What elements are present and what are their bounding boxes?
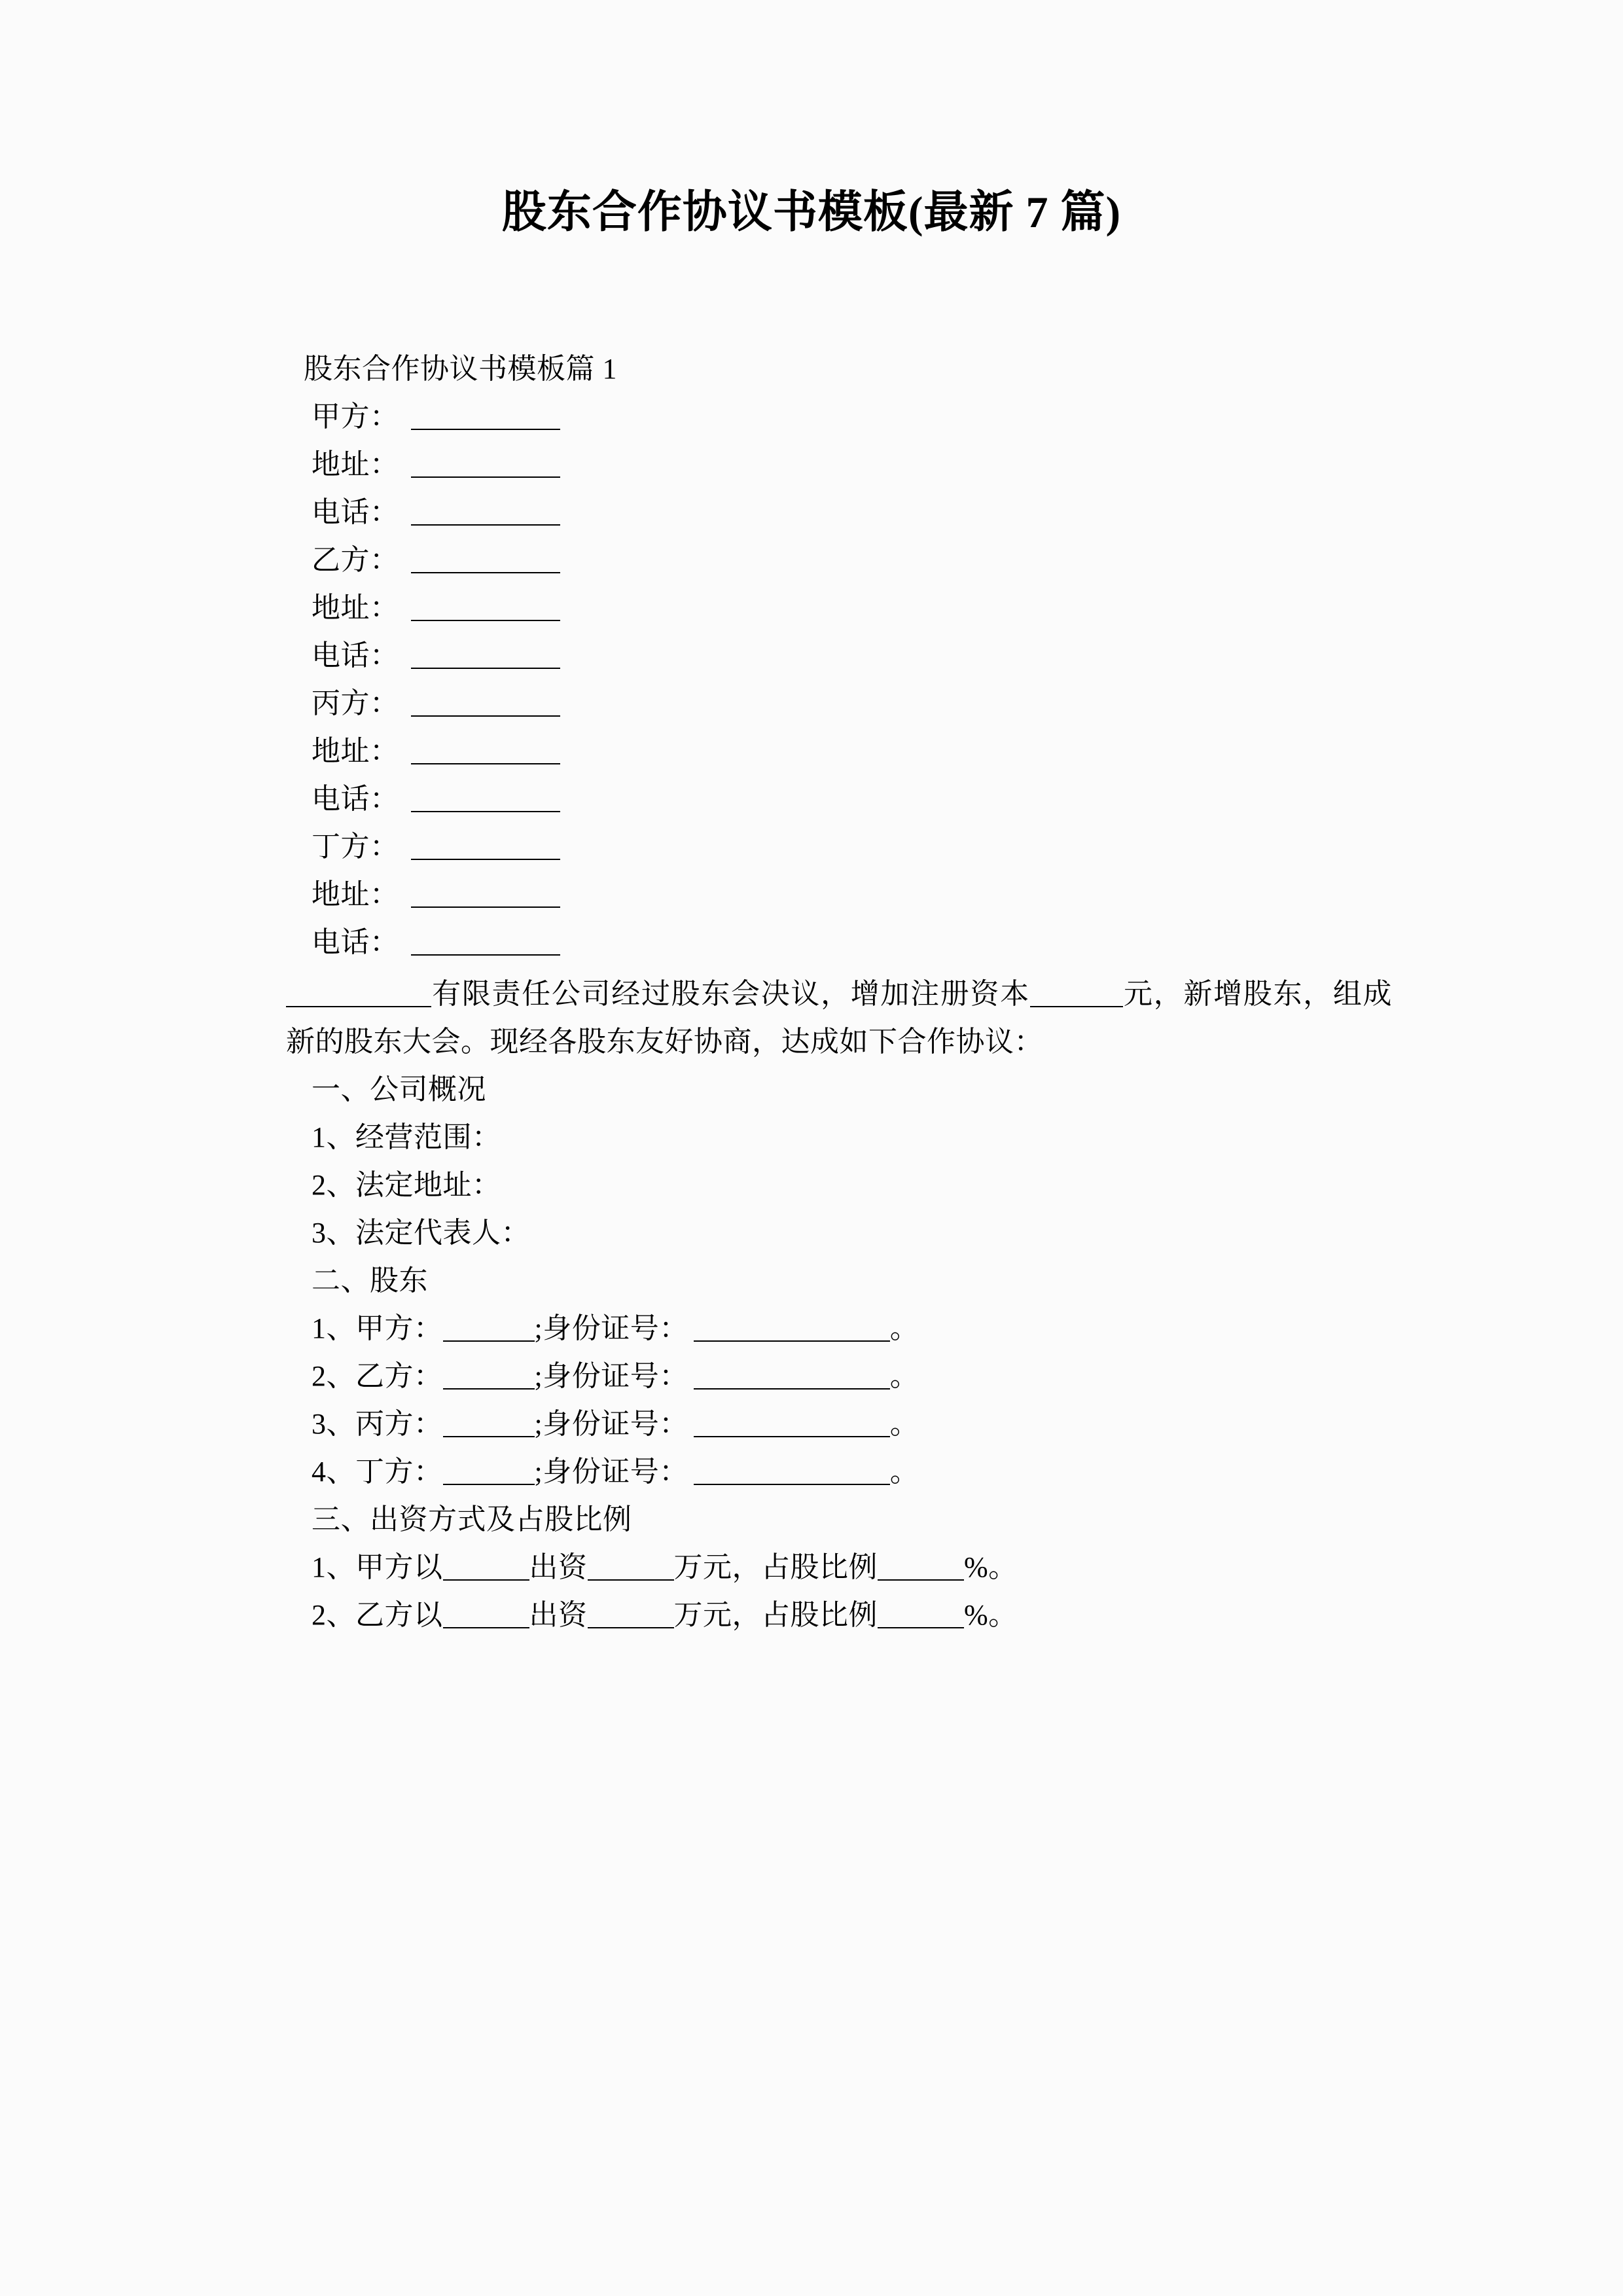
shareholder-id-blank[interactable] bbox=[694, 1414, 890, 1437]
party-field-row bbox=[312, 632, 1392, 679]
capital-amount-blank[interactable] bbox=[1030, 984, 1123, 1007]
contribution-amount-blank[interactable] bbox=[588, 1557, 674, 1581]
shareholder-id-blank[interactable] bbox=[694, 1318, 890, 1342]
contribution-method-blank[interactable] bbox=[443, 1605, 529, 1628]
contribution-mid-text: 出资 bbox=[529, 1551, 588, 1583]
company-name-blank[interactable] bbox=[286, 984, 431, 1007]
shareholder-row bbox=[312, 1448, 1392, 1496]
party-field-label: 电话： bbox=[312, 496, 399, 528]
party-field-label: 电话： bbox=[312, 639, 399, 672]
shareholder-name-blank[interactable] bbox=[443, 1318, 535, 1342]
preamble-text-part1: 有限责任公司经过股东会决议，增加注册资本 bbox=[431, 978, 1030, 1010]
shareholder-separator: ;身份证号： bbox=[534, 1456, 688, 1488]
party-field-label: 丁方： bbox=[312, 831, 399, 863]
party-field-label: 丙方： bbox=[312, 687, 399, 719]
party-field-row bbox=[312, 679, 1392, 727]
list-item: 2、法定地址： bbox=[312, 1169, 501, 1201]
list-item: 1、经营范围： bbox=[312, 1121, 501, 1153]
list-item: 3、法定代表人： bbox=[312, 1217, 530, 1249]
contribution-unit-text: 万元，占股比例 bbox=[673, 1599, 878, 1631]
shareholder-name-blank[interactable] bbox=[443, 1366, 535, 1390]
party-field-blank[interactable] bbox=[411, 693, 560, 717]
contribution-row bbox=[312, 1591, 1392, 1639]
party-field-label: 地址： bbox=[312, 448, 399, 480]
party-field-label: 电话： bbox=[312, 783, 399, 815]
party-field-row bbox=[312, 440, 1392, 488]
shareholder-label: 1、甲方： bbox=[312, 1312, 443, 1344]
party-field-blank[interactable] bbox=[411, 550, 560, 573]
section-heading-shareholders: 二、股东 bbox=[312, 1265, 428, 1297]
contribution-percent-blank[interactable] bbox=[878, 1557, 964, 1581]
contribution-amount-blank[interactable] bbox=[588, 1605, 674, 1628]
party-field-row bbox=[312, 536, 1392, 584]
shareholder-row bbox=[312, 1400, 1392, 1448]
shareholder-id-blank[interactable] bbox=[694, 1462, 890, 1485]
party-field-blank[interactable] bbox=[411, 836, 560, 860]
party-field-blank[interactable] bbox=[411, 932, 560, 956]
contribution-lead-text: 1、甲方以 bbox=[312, 1551, 443, 1583]
party-field-blank[interactable] bbox=[411, 884, 560, 908]
party-field-row bbox=[312, 488, 1392, 536]
contribution-lead-text: 2、乙方以 bbox=[312, 1599, 443, 1631]
preamble-text-part2: 元，新增股东，组成新的股东大会。现经各股东友好协商，达成如下合作协议： bbox=[286, 978, 1393, 1058]
party-field-label: 甲方： bbox=[312, 401, 399, 433]
party-field-blank[interactable] bbox=[411, 645, 560, 669]
shareholder-terminator: 。 bbox=[889, 1360, 919, 1392]
contribution-unit-text: 万元，占股比例 bbox=[673, 1551, 878, 1583]
party-field-row bbox=[312, 870, 1392, 918]
contribution-row bbox=[312, 1543, 1392, 1591]
contribution-terminator: %。 bbox=[964, 1551, 1018, 1583]
shareholder-terminator: 。 bbox=[889, 1456, 919, 1488]
party-field-label: 地址： bbox=[312, 878, 399, 910]
shareholder-label: 4、丁方： bbox=[312, 1456, 443, 1488]
party-field-blank[interactable] bbox=[411, 406, 560, 430]
section-heading-contribution: 三、出资方式及占股比例 bbox=[312, 1503, 632, 1535]
contribution-mid-text: 出资 bbox=[529, 1599, 588, 1631]
document-body bbox=[286, 345, 1392, 1639]
party-field-blank[interactable] bbox=[411, 789, 560, 812]
party-field-row bbox=[312, 823, 1392, 870]
party-field-blank[interactable] bbox=[411, 598, 560, 621]
contribution-percent-blank[interactable] bbox=[878, 1605, 964, 1628]
shareholder-label: 3、丙方： bbox=[312, 1408, 443, 1440]
shareholder-separator: ;身份证号： bbox=[534, 1312, 688, 1344]
party-field-row bbox=[312, 727, 1392, 775]
party-field-blank[interactable] bbox=[411, 502, 560, 526]
shareholder-name-blank[interactable] bbox=[443, 1462, 535, 1485]
party-field-row bbox=[312, 775, 1392, 823]
contribution-method-blank[interactable] bbox=[443, 1557, 529, 1581]
shareholder-row bbox=[312, 1352, 1392, 1400]
shareholder-id-blank[interactable] bbox=[694, 1366, 890, 1390]
page-title: 股东合作协议书模板(最新 7 篇) bbox=[501, 187, 1122, 237]
section-heading-company-overview: 一、公司概况 bbox=[312, 1073, 486, 1105]
shareholder-terminator: 。 bbox=[889, 1408, 919, 1440]
party-field-blank[interactable] bbox=[411, 741, 560, 764]
party-field-label: 电话： bbox=[312, 926, 399, 958]
shareholder-name-blank[interactable] bbox=[443, 1414, 535, 1437]
party-field-row bbox=[312, 918, 1392, 966]
party-field-row bbox=[312, 584, 1392, 632]
party-field-blank[interactable] bbox=[411, 454, 560, 478]
contribution-terminator: %。 bbox=[964, 1599, 1018, 1631]
preamble-paragraph bbox=[286, 970, 1392, 1066]
party-field-label: 地址： bbox=[312, 735, 399, 767]
party-field-label: 乙方： bbox=[312, 544, 399, 576]
shareholder-terminator: 。 bbox=[889, 1312, 919, 1344]
shareholder-separator: ;身份证号： bbox=[534, 1360, 688, 1392]
shareholder-separator: ;身份证号： bbox=[534, 1408, 688, 1440]
shareholder-label: 2、乙方： bbox=[312, 1360, 443, 1392]
party-field-label: 地址： bbox=[312, 592, 399, 624]
party-field-row bbox=[312, 393, 1392, 440]
section-subheading: 股东合作协议书模板篇 1 bbox=[304, 353, 617, 385]
shareholder-row bbox=[312, 1304, 1392, 1352]
